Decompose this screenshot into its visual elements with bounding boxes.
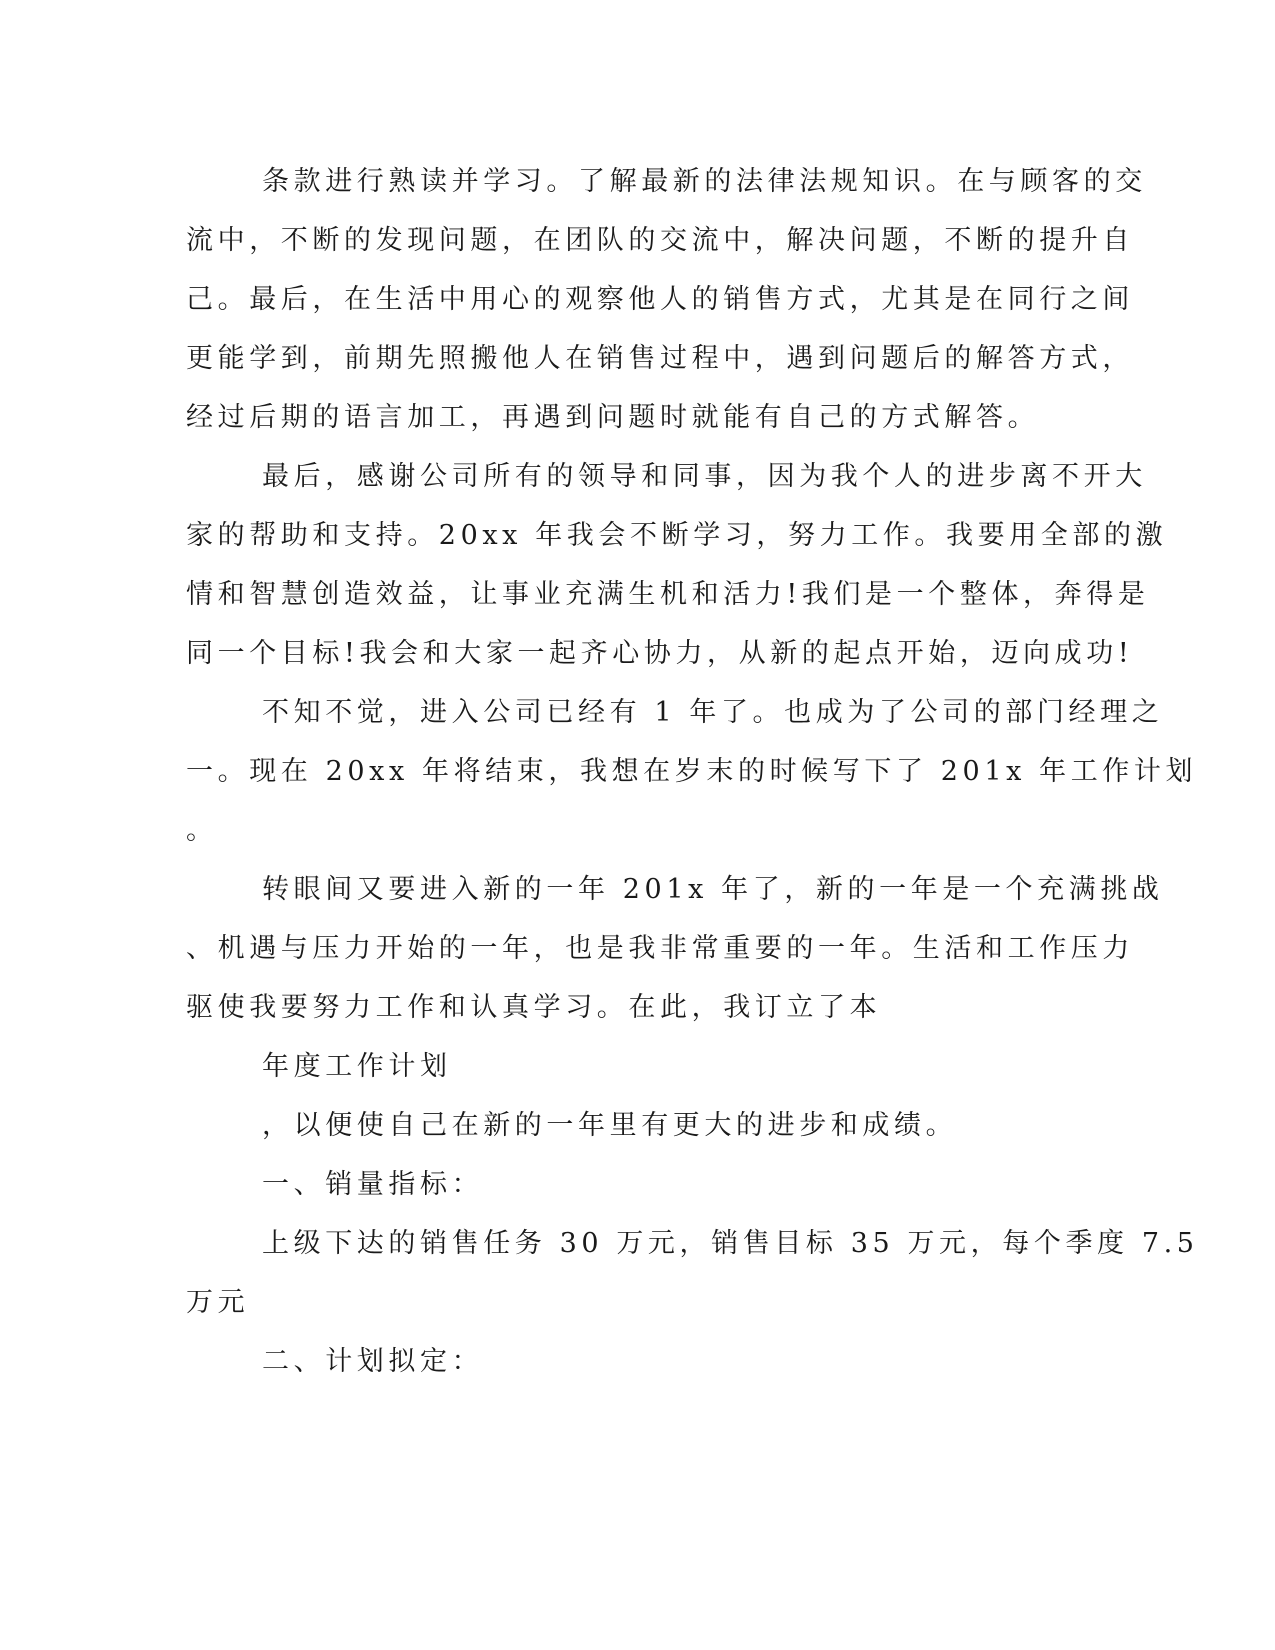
text-line: 条款进行熟读并学习。了解最新的法律法规知识。在与顾客的交	[262, 166, 1147, 197]
text-line: 。	[186, 815, 218, 846]
text-line: 转眼间又要进入新的一年 201x 年了，新的一年是一个充满挑战	[262, 874, 1164, 905]
section-heading: 年度工作计划	[262, 1051, 452, 1082]
text-line: 更能学到，前期先照搬他人在销售过程中，遇到问题后的解答方式，	[186, 343, 1134, 374]
text-line: 不知不觉，进入公司已经有 1 年了。也成为了公司的部门经理之	[262, 697, 1164, 728]
section-heading: 一、销量指标：	[262, 1169, 484, 1200]
text-line: 万元	[186, 1287, 250, 1318]
text-line: 情和智慧创造效益，让事业充满生机和活力!我们是一个整体，奔得是	[186, 579, 1150, 610]
text-line: 上级下达的销售任务 30 万元，销售目标 35 万元，每个季度 7.5	[262, 1228, 1199, 1259]
text-line: 一。现在 20xx 年将结束，我想在岁末的时候写下了 201x 年工作计划	[186, 756, 1198, 787]
text-line: 最后，感谢公司所有的领导和同事，因为我个人的进步离不开大	[262, 461, 1147, 492]
text-line: 流中，不断的发现问题，在团队的交流中，解决问题，不断的提升自	[186, 225, 1134, 256]
text-line: 经过后期的语言加工，再遇到问题时就能有自己的方式解答。	[186, 402, 1040, 433]
text-line: 、机遇与压力开始的一年，也是我非常重要的一年。生活和工作压力	[186, 933, 1134, 964]
text-line: ，以便使自己在新的一年里有更大的进步和成绩。	[262, 1110, 958, 1141]
text-line: 家的帮助和支持。20xx 年我会不断学习，努力工作。我要用全部的激	[186, 520, 1168, 551]
section-heading: 二、计划拟定：	[262, 1346, 484, 1377]
text-line: 同一个目标!我会和大家一起齐心协力，从新的起点开始，迈向成功!	[186, 638, 1134, 669]
text-line: 驱使我要努力工作和认真学习。在此，我订立了本	[186, 992, 882, 1023]
text-line: 己。最后，在生活中用心的观察他人的销售方式，尤其是在同行之间	[186, 284, 1134, 315]
